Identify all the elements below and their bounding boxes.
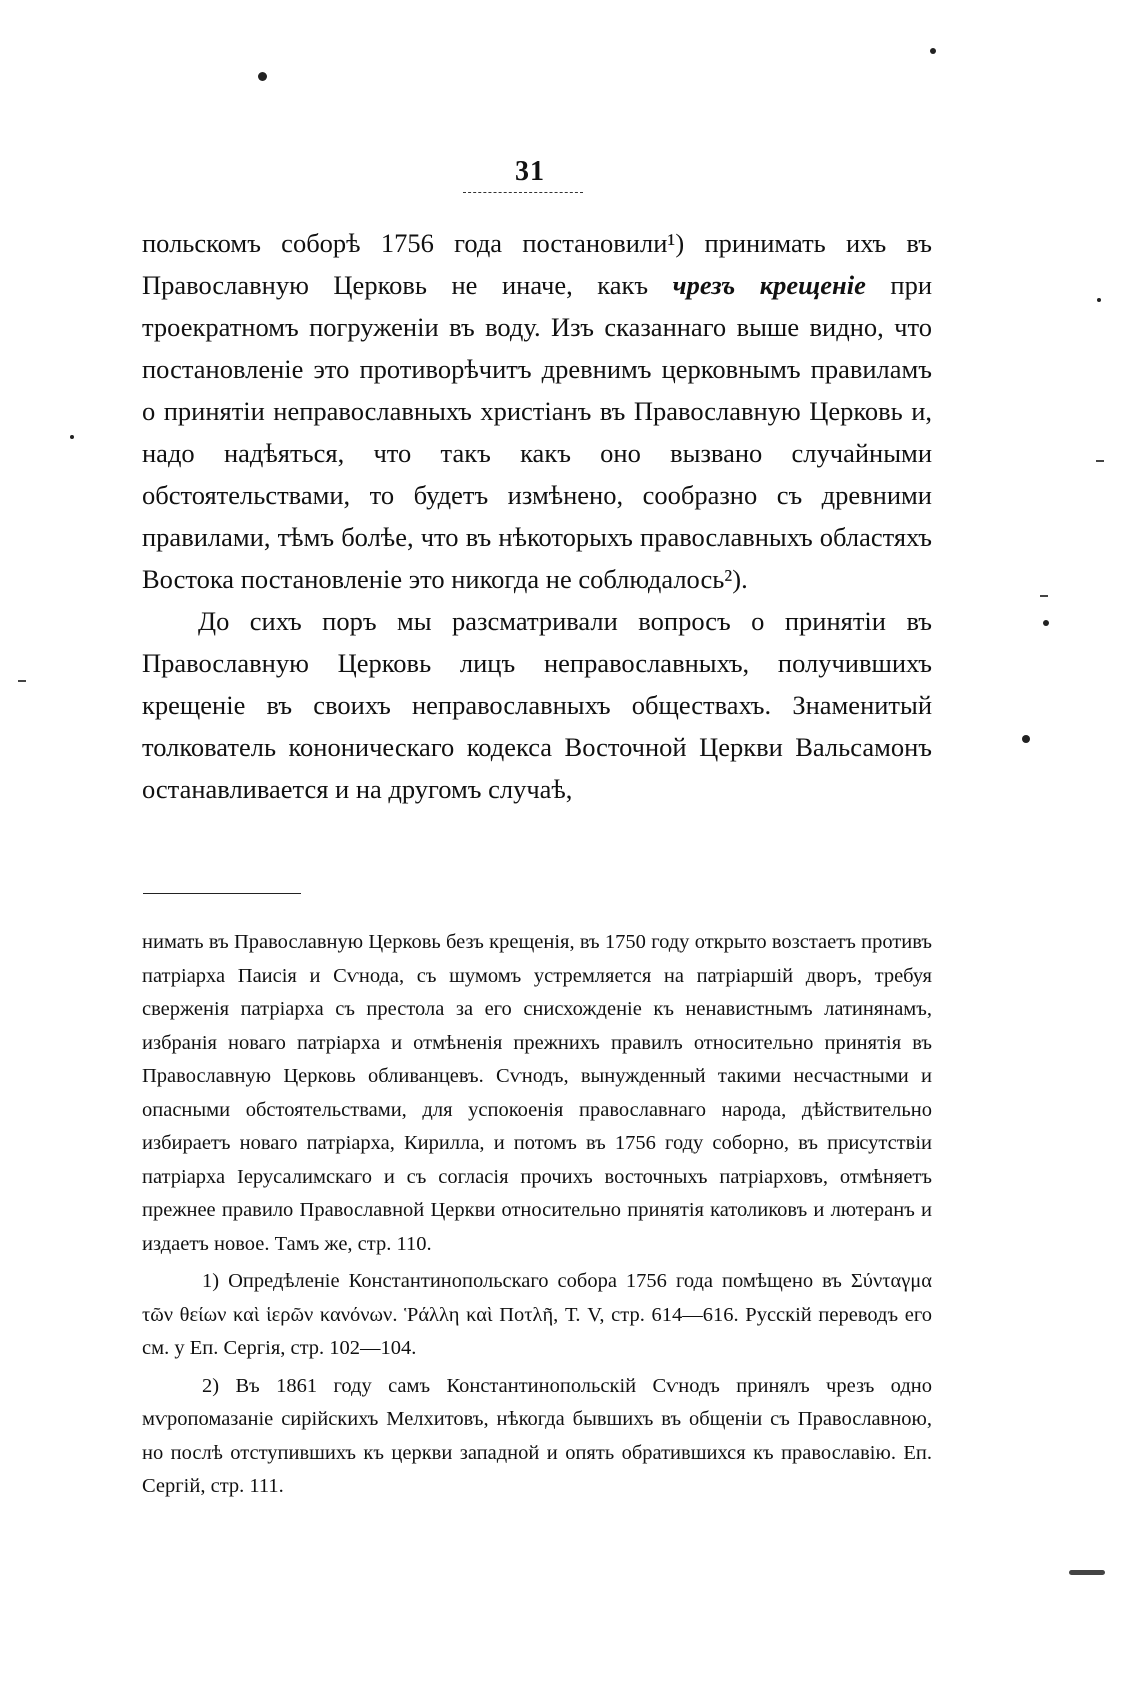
scan-mark [1096,460,1104,462]
scan-speck [1043,620,1049,626]
main-paragraph-1 [142,222,932,600]
page-number-rule [463,192,583,193]
footnote-continued: нимать въ Православную Церковь безъ крещенія, въ 1750 году открыто возстаетъ противъ патріарха Паисія и Сѵнода, съ шумомъ устремляется на патріаршій дворъ, требуя сверженія патріарха съ престола за его снисхожденіе къ ненавистнымъ латинянамъ, избранія новаго патріарха и отмѣненія прежнихъ правилъ относительно принятія въ Православную Церковь обливанцевъ. Сѵнодъ, вынужденный такими несчастными и опасными обстоятельствами, для успокоенія православнаго народа, дѣйствительно избираетъ новаго патріарха, Кирилла, и потомъ въ 1756 году соборно, въ присутствіи патріарха Іерусалимскаго и съ согласія прочихъ восточныхъ патріарховъ, отмѣняетъ прежнее правило Православной Церкви относительно принятія католиковъ и лютеранъ и издаетъ новое. Тамъ же, стр. 110. [142,931,932,1255]
scan-speck [1097,298,1101,302]
page-number: 31 [515,156,545,187]
scan-speck [930,48,936,54]
footnote-separator [143,893,301,894]
scan-speck [70,435,74,439]
main-paragraph-2: До сихъ поръ мы разсматривали вопросъ о принятіи въ Православную Церковь лицъ неправославныхъ, получившихъ крещеніе въ своихъ неправославныхъ обществахъ. Знаменитый толкователь кононическаго кодекса Восточной Церкви Вальсамонъ останавливается и на другомъ случаѣ, [142,606,932,804]
paragraph-1-text-end: при троекратномъ погруженіи въ воду. Изъ сказаннаго выше видно, что постановленіе это противорѣчитъ древнимъ церковнымъ правиламъ о принятіи неправославныхъ христіанъ въ Православную Церковь и, надо надѣяться, что такъ какъ оно вызвано случайными обстоятельствами, то будетъ измѣнено, сообразно съ древними правилами, тѣмъ болѣе, что въ нѣкоторыхъ православныхъ областяхъ Востока постановленіе это никогда не соблюдалось²). [142,270,932,594]
scan-mark [1040,595,1048,597]
main-text [142,222,932,810]
footnote-2: 2) Въ 1861 году самъ Константинопольскій Сѵнодъ принялъ чрезъ одно мѵропомазаніе сирійскихъ Мелхитовъ, нѣкогда бывшихъ въ общеніи съ Православною, но послѣ отступившихъ къ церкви западной и опять обратившихся къ православію. Еп. Сергій, стр. 111. [142,1374,932,1497]
scan-speck [1022,735,1030,743]
scan-mark [1069,1570,1105,1575]
paragraph-1-emphasis: чрезъ крещеніе [672,270,866,300]
footnotes [142,926,932,1504]
scan-speck [258,72,267,81]
footnote-1: 1) Опредѣленіе Константинопольскаго собора 1756 года помѣщено въ Σύνταγμα τῶν θείων καὶ ἱερῶν κανόνων. Ῥάλλη καὶ Ποτλῆ, Т. V, стр. 614—616. Русскій переводъ его см. у Еп. Сергія, стр. 102—104. [142,1270,932,1359]
paragraph-1-text-start: польскомъ соборѣ 1756 года постановили¹) принимать ихъ въ Православную Церковь не иначе, какъ [142,228,932,300]
scan-mark [18,680,26,682]
